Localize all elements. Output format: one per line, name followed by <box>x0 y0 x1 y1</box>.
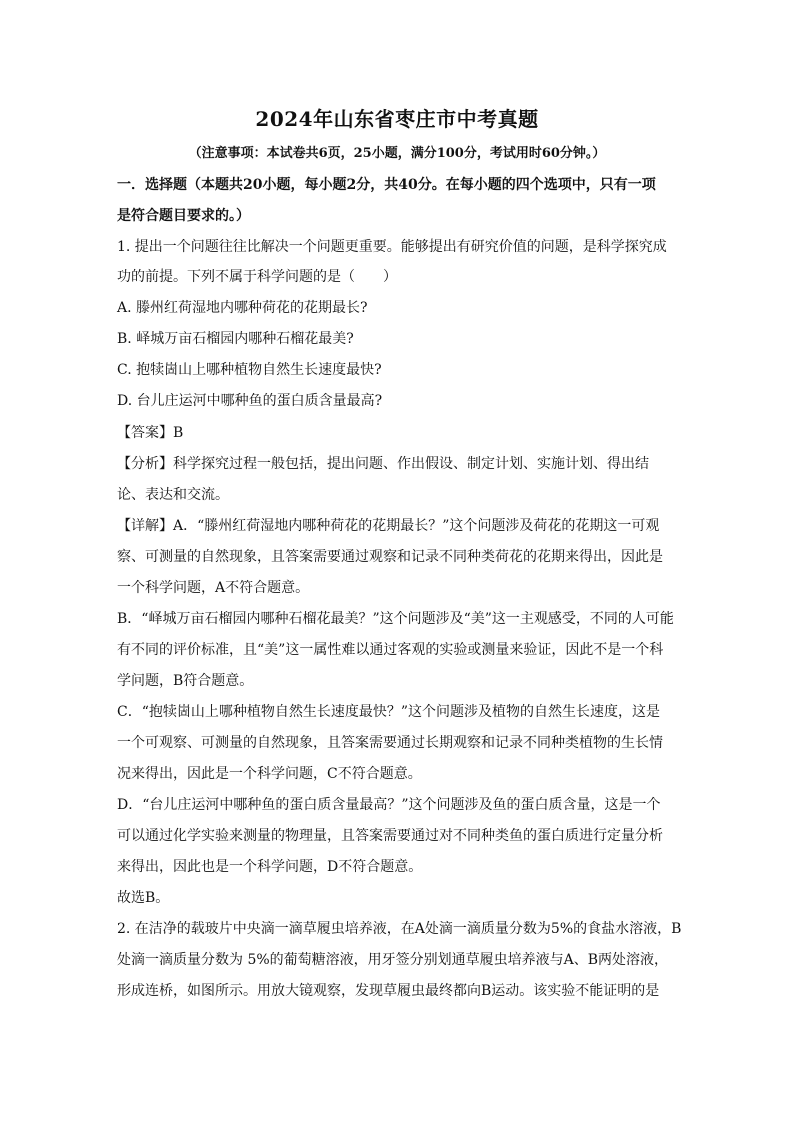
question-stem-line: 1. 提出一个问题往往比解决一个问题更重要。能够提出有研究价值的问题，是科学探究成 <box>117 239 667 255</box>
detail-line: B．“峄城万亩石榴园内哪种石榴花最美？”这个问题涉及“美”这一主观感受，不同的人可能 <box>117 611 674 627</box>
question-stem-line: 处滴一滴质量分数为 5%的葡萄糖溶液，用牙签分别划通草履虫培养液与A、B两处溶液， <box>117 952 669 968</box>
analysis-line: 【分析】科学探究过程一般包括，提出问题、作出假设、制定计划、实施计划、得出结 <box>117 456 649 472</box>
question-stem-line: 形成连桥，如图所示。用放大镜观察，发现草履虫最终都向B运动。该实验不能证明的是 <box>117 983 660 999</box>
question-stem-line: 功的前提。下列不属于科学问题的是（ ） <box>117 269 397 285</box>
section-heading-line: 是符合题目要求的。） <box>117 208 250 224</box>
detail-line: C．“抱犊崮山上哪种植物自然生长速度最快？”这个问题涉及植物的自然生长速度，这是 <box>117 704 661 720</box>
option-d: D. 台儿庄运河中哪种鱼的蛋白质含量最高? <box>117 393 383 409</box>
page-title: 2024年山东省枣庄市中考真题 <box>255 107 539 131</box>
detail-line: 一个科学问题，A不符合题意。 <box>117 580 310 596</box>
conclusion-line: 故选B。 <box>117 890 170 906</box>
question-stem-line: 2. 在洁净的载玻片中央滴一滴草履虫培养液，在A处滴一滴质量分数为5%的食盐水溶液，B <box>117 921 682 937</box>
option-c: C. 抱犊崮山上哪种植物自然生长速度最快? <box>117 362 382 378</box>
exam-notice: （注意事项：本试卷共6页，25小题，满分100分，考试用时60分钟。） <box>188 146 606 161</box>
option-a: A. 滕州红荷湿地内哪种荷花的花期最长? <box>117 300 368 316</box>
section-heading-line: 一．选择题（本题共20小题，每小题2分，共40分。在每小题的四个选项中，只有一项 <box>117 177 656 193</box>
detail-line: 一个可观察、可测量的自然现象，且答案需要通过长期观察和记录不同种类植物的生长情 <box>117 735 663 751</box>
detail-line: 来得出，因此也是一个科学问题，D不符合题意。 <box>117 859 423 875</box>
detail-line: 有不同的评价标准，且“美”这一属性难以通过客观的实验或测量来验证，因此不是一个科 <box>117 642 664 658</box>
detail-line: 可以通过化学实验来测量的物理量，且答案需要通过对不同种类鱼的蛋白质进行定量分析 <box>117 828 663 844</box>
detail-line: 【详解】A．“滕州红荷湿地内哪种荷花的花期最长？”这个问题涉及荷花的花期这一可观 <box>117 518 660 534</box>
answer-line: 【答案】B <box>117 425 184 441</box>
detail-line: D．“台儿庄运河中哪种鱼的蛋白质含量最高？”这个问题涉及鱼的蛋白质含量，这是一个 <box>117 797 661 813</box>
option-b: B. 峄城万亩石榴园内哪种石榴花最美? <box>117 331 354 347</box>
analysis-line: 论、表达和交流。 <box>117 487 229 503</box>
detail-line: 察、可测量的自然现象，且答案需要通过观察和记录不同种类荷花的花期来得出，因此是 <box>117 549 663 565</box>
detail-line: 学问题，B符合题意。 <box>117 673 254 689</box>
detail-line: 况来得出，因此是一个科学问题，C不符合题意。 <box>117 766 422 782</box>
